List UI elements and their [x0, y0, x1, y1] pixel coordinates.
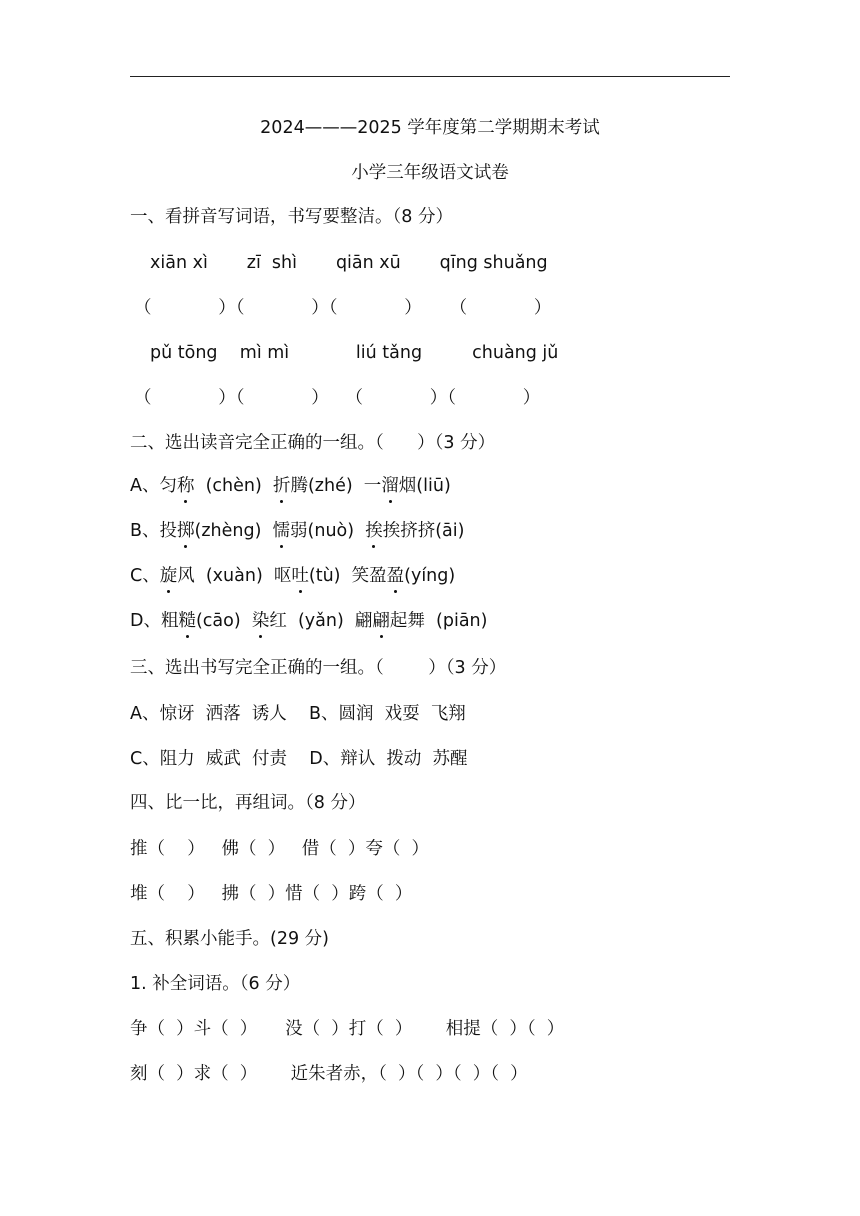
compare-row-1[interactable]: 推（ ） 佛（ ） 借（ ）夸（ ）: [130, 839, 430, 859]
option-c[interactable]: C、旋风 (xuàn) 呕吐(tù) 笑盈盈(yíng): [130, 566, 456, 586]
option-d[interactable]: D、粗糙(cāo) 染红 (yǎn) 翩翩起舞 (piān): [130, 611, 488, 631]
section-3-heading: 三、选出书写完全正确的一组。（ ）（3 分）: [130, 658, 507, 678]
option-a[interactable]: A、匀称 (chèn) 折腾(zhé) 一溜烟(liū): [130, 476, 451, 496]
pinyin-row-2: pǔ tōng mì mì liú tǎng chuàng jǔ: [150, 343, 559, 363]
answer-blanks-row-2[interactable]: （ ）（ ） （ ）（ ）: [134, 388, 541, 408]
section-4-heading: 四、比一比，再组词。（8 分）: [130, 793, 366, 813]
section-2-heading: 二、选出读音完全正确的一组。（ ）（3 分）: [130, 433, 496, 453]
fill-words-row-2[interactable]: 刻（ ）求（ ） 近朱者赤，（ ）（ ）（ ）（ ）: [130, 1064, 528, 1084]
answer-blanks-row-1[interactable]: （ ）（ ）（ ） （ ）: [134, 298, 552, 318]
pinyin-row-1: xiān xì zī shì qiān xū qīng shuǎng: [150, 253, 548, 273]
section-5-heading: 五、积累小能手。(29 分): [130, 929, 329, 949]
header-rule: [130, 76, 730, 77]
exam-subtitle: 小学三年级语文试卷: [351, 163, 509, 183]
compare-row-2[interactable]: 堆（ ） 拂（ ）惜（ ）跨（ ）: [130, 884, 413, 904]
writing-options-row-1[interactable]: A、惊讶 洒落 诱人 B、圆润 戏耍 飞翔: [130, 704, 466, 724]
writing-options-row-2[interactable]: C、阻力 威武 付责 D、辩认 拨动 苏醒: [130, 749, 468, 769]
subsection-5-1: 1. 补全词语。（6 分）: [130, 974, 301, 994]
fill-words-row-1[interactable]: 争（ ）斗（ ） 没（ ）打（ ） 相提（ ）（ ）: [130, 1019, 565, 1039]
section-1-heading: 一、看拼音写词语，书写要整洁。（8 分）: [130, 207, 453, 227]
option-b[interactable]: B、投掷(zhèng) 懦弱(nuò) 挨挨挤挤(āi): [130, 521, 465, 541]
exam-title: 2024———2025 学年度第二学期期末考试: [260, 118, 600, 138]
